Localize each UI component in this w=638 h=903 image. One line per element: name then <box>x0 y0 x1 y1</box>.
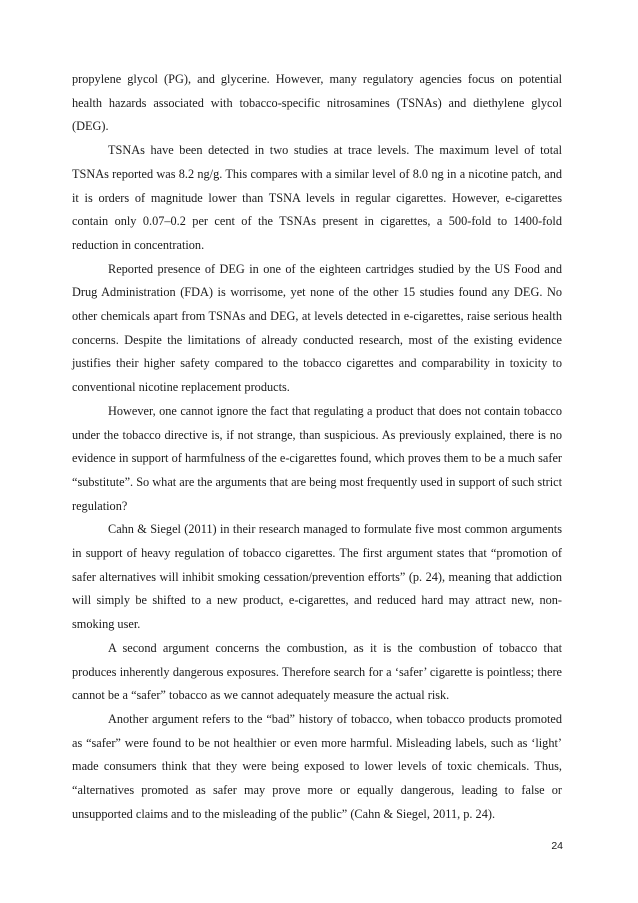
paragraph-cahn-siegel: Cahn & Siegel (2011) in their research managed to formulate five most common arguments in support of heavy regulation of tobacco cigarettes. The first argument states that “promotion of safer alternatives will inhibit smoking cessation/prevention efforts” (p. 24), meaning that addiction will simply be shifted to a new product, e-cigarettes, and reduced hard may attract new, non-smoking user. <box>72 522 562 632</box>
document-body <box>72 68 562 827</box>
paragraph-history: Another argument refers to the “bad” history of tobacco, when tobacco products promoted as “safer” were found to be not healthier or even more harmful. Misleading labels, such as ‘light’ made consumers think that they were being exposed to lower levels of toxic chemicals. Thus, “alternatives promoted as safer may prove more or equally dangerous, leading to false or unsupported claims and to the misleading of the public” (Cahn & Siegel, 2011, p. 24). <box>72 711 562 821</box>
paragraph-combustion: A second argument concerns the combustion, as it is the combustion of tobacco that produces inherently dangerous exposures. Therefore search for a ‘safer’ cigarette is pointless; there cannot be a “safer” tobacco as we cannot adequately measure the actual risk. <box>72 640 562 703</box>
paragraph-regulation: However, one cannot ignore the fact that regulating a product that does not contain tobacco under the tobacco directive is, if not strange, than suspicious. As previously explained, there is no evidence in support of harmfulness of the e-cigarettes found, which proves them to be a much safer “substitute”. So what are the arguments that are being most frequently used in support of such strict regulation? <box>72 403 562 513</box>
paragraph-deg: Reported presence of DEG in one of the eighteen cartridges studied by the US Food and Drug Administration (FDA) is worrisome, yet none of the other 15 studies found any DEG. No other chemicals apart from TSNAs and DEG, at levels detected in e-cigarettes, raise serious health concerns. Despite the limitations of already conducted research, most of the existing evidence justifies their higher safety compared to the tobacco cigarettes and comparability in toxicity to conventional nicotine replacement products. <box>72 261 562 395</box>
paragraph-continuation: propylene glycol (PG), and glycerine. However, many regulatory agencies focus on potential health hazards associated with tobacco-specific nitrosamines (TSNAs) and diethylene glycol (DEG). <box>72 72 562 134</box>
page-number: 24 <box>551 840 563 852</box>
paragraph-tsnas: TSNAs have been detected in two studies at trace levels. The maximum level of total TSNAs reported was 8.2 ng/g. This compares with a similar level of 8.0 ng in a nicotine patch, and it is orders of magnitude lower than TSNA levels in regular cigarettes. However, e-cigarettes contain only 0.07–0.2 per cent of the TSNAs present in cigarettes, a 500-fold to 1400-fold reduction in concentration. <box>72 143 562 252</box>
